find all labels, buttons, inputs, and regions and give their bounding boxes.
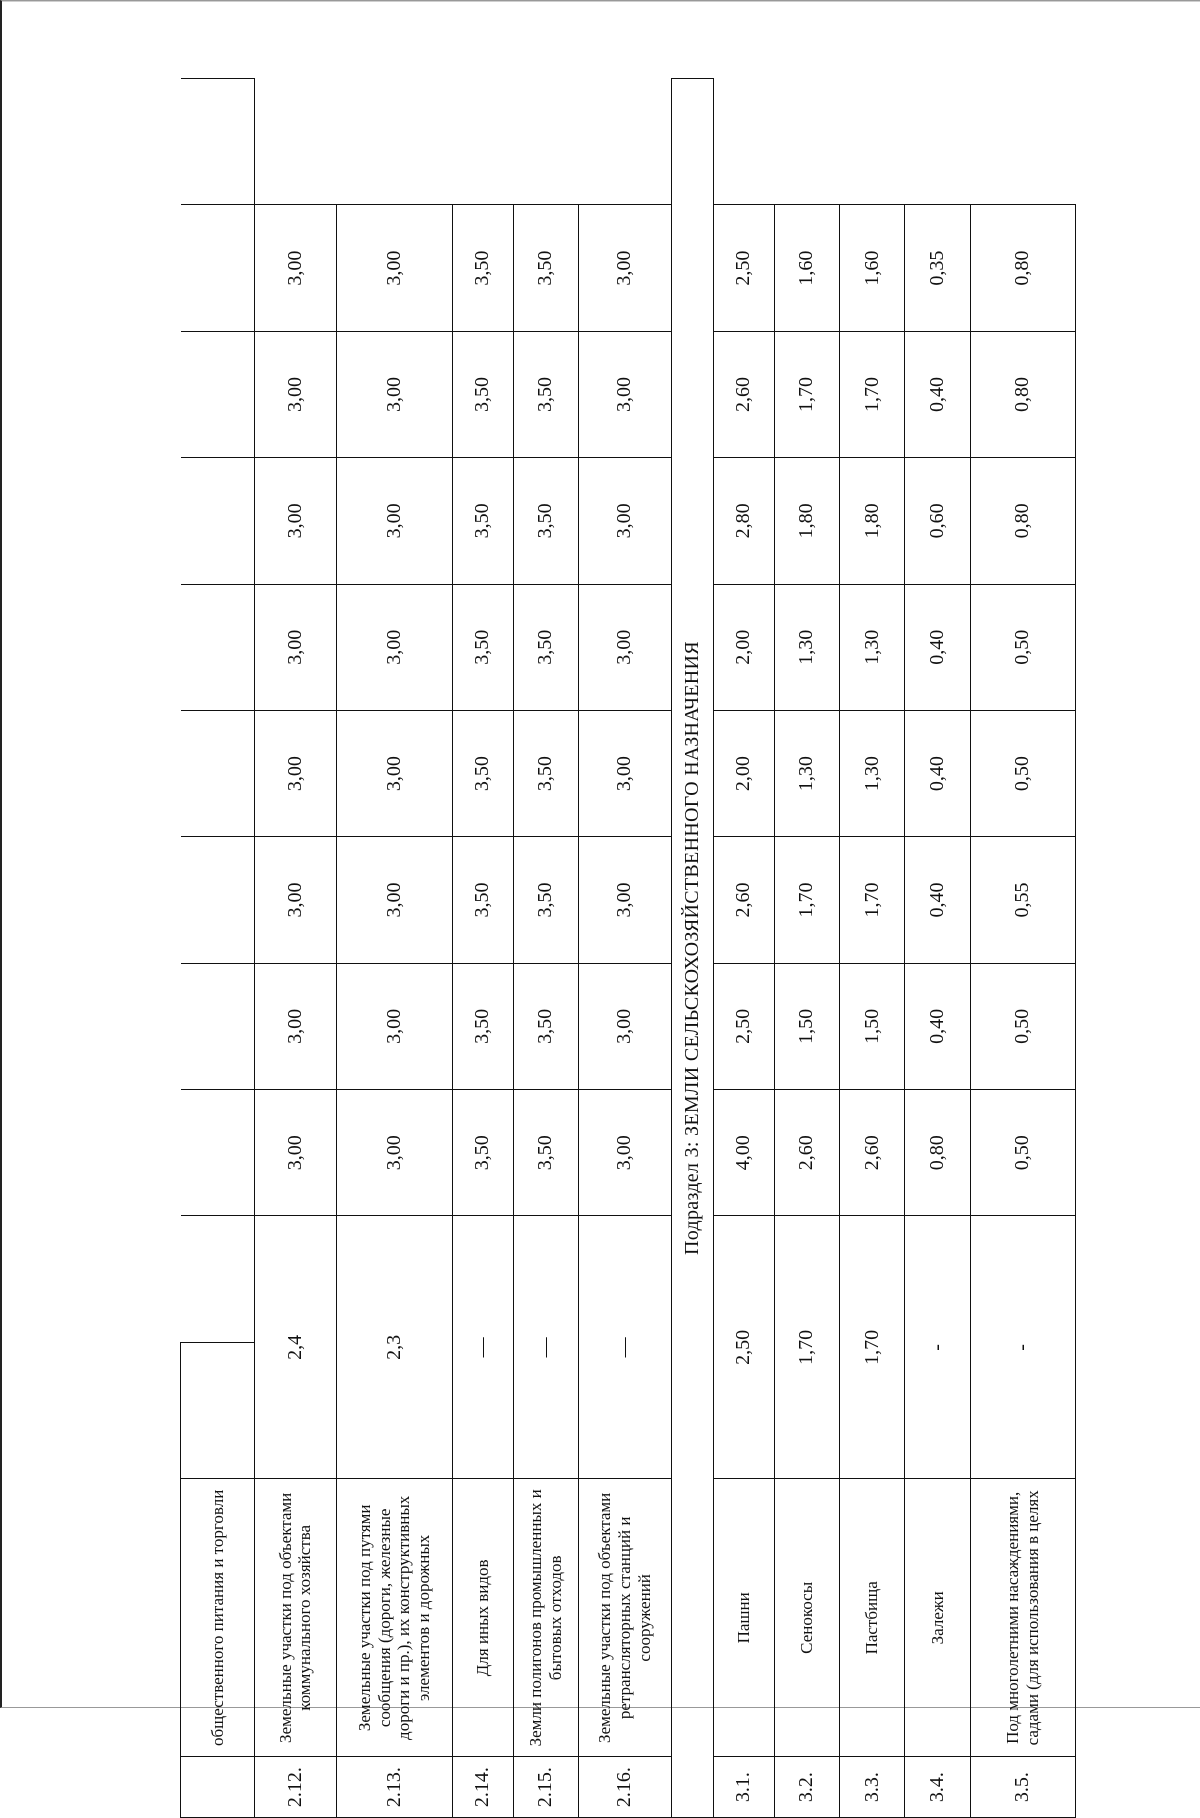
value-cell: 0,60	[905, 458, 970, 584]
value-cell: 3,00	[254, 458, 336, 584]
value-cell: 0,50	[970, 584, 1075, 710]
row-name: Сенокосы	[774, 1479, 839, 1757]
value-cell	[181, 1090, 255, 1216]
value-cell: 0,40	[905, 331, 970, 457]
value-cell: 0,40	[905, 584, 970, 710]
value-cell: 3,00	[578, 710, 671, 836]
value-cell: 3,00	[254, 837, 336, 963]
row-name: Земельные участки под объектами ретрансляторных станций и сооружений	[578, 1479, 671, 1757]
value-cell: 3,00	[254, 205, 336, 331]
table-row	[713, 79, 774, 1818]
value-cell: 2,60	[840, 1090, 905, 1216]
value-cell: —	[513, 1216, 578, 1479]
value-cell: 1,30	[774, 584, 839, 710]
value-cell	[181, 458, 255, 584]
coefficients-table	[180, 78, 1076, 1818]
value-cell: 1,80	[774, 458, 839, 584]
value-cell: 3,50	[452, 584, 513, 710]
value-cell: 3,00	[254, 963, 336, 1089]
value-cell: 2,00	[713, 584, 774, 710]
value-cell: 3,50	[452, 963, 513, 1089]
value-cell: 3,50	[513, 1090, 578, 1216]
value-cell	[181, 331, 255, 457]
value-cell: 1,70	[774, 331, 839, 457]
table-row	[970, 79, 1075, 1818]
value-cell: 3,00	[578, 963, 671, 1089]
value-cell: 1,30	[840, 710, 905, 836]
row-name: общественного питания и торговли	[181, 1479, 255, 1757]
value-cell: 0,50	[970, 1090, 1075, 1216]
value-cell: 1,70	[840, 331, 905, 457]
value-cell: 1,50	[774, 963, 839, 1089]
value-cell: -	[970, 1216, 1075, 1479]
value-cell: 3,50	[513, 205, 578, 331]
value-cell: -	[905, 1216, 970, 1479]
value-cell: 1,50	[840, 963, 905, 1089]
value-cell: 1,60	[774, 205, 839, 331]
value-cell: 2,50	[713, 963, 774, 1089]
value-cell: —	[452, 1216, 513, 1479]
value-cell: 3,00	[578, 458, 671, 584]
value-cell	[181, 584, 255, 710]
value-cell: 3,00	[254, 710, 336, 836]
value-cell: 0,55	[970, 837, 1075, 963]
section-row	[671, 79, 713, 1818]
value-cell: 2,00	[713, 710, 774, 836]
value-cell: 4,00	[713, 1090, 774, 1216]
row-number: 3.2.	[774, 1757, 839, 1818]
table-row	[905, 79, 970, 1818]
value-cell	[181, 79, 255, 205]
table-row	[774, 79, 839, 1818]
value-cell: 3,00	[336, 710, 452, 836]
value-cell	[181, 710, 255, 836]
row-number: 2.13.	[336, 1757, 452, 1818]
value-cell: 3,50	[513, 963, 578, 1089]
value-cell: 0,40	[905, 837, 970, 963]
value-cell: 0,80	[905, 1090, 970, 1216]
value-cell: 0,80	[970, 205, 1075, 331]
value-cell: 3,50	[452, 837, 513, 963]
value-cell: 2,60	[713, 331, 774, 457]
row-number: 2.14.	[452, 1757, 513, 1818]
value-cell: 1,30	[840, 584, 905, 710]
value-cell: 1,70	[840, 837, 905, 963]
value-cell: 3,50	[452, 458, 513, 584]
value-cell: 3,50	[513, 458, 578, 584]
value-cell: 3,50	[513, 584, 578, 710]
value-cell: 0,50	[970, 963, 1075, 1089]
value-cell: 0,80	[970, 331, 1075, 457]
rotated-table-container	[180, 78, 1076, 1818]
row-number: 3.3.	[840, 1757, 905, 1818]
row-number: 3.1.	[713, 1757, 774, 1818]
table-row	[254, 79, 336, 1818]
value-cell: 3,00	[254, 584, 336, 710]
value-cell: 3,50	[452, 331, 513, 457]
value-cell: 3,50	[452, 1090, 513, 1216]
row-name: Пашни	[713, 1479, 774, 1757]
value-cell: 1,70	[774, 837, 839, 963]
value-cell: 3,50	[513, 837, 578, 963]
value-cell: 2,60	[713, 837, 774, 963]
value-cell: 3,00	[336, 963, 452, 1089]
table-row	[336, 79, 452, 1818]
value-cell: 0,40	[905, 963, 970, 1089]
value-cell: 1,70	[774, 1216, 839, 1479]
value-cell	[181, 1342, 255, 1478]
row-number: 2.12.	[254, 1757, 336, 1818]
row-number	[181, 1757, 255, 1818]
row-name: Земли полигонов промышленных и бытовых отходов	[513, 1479, 578, 1757]
value-cell	[181, 1216, 255, 1342]
table-row	[840, 79, 905, 1818]
value-cell: 2,50	[713, 205, 774, 331]
value-cell	[181, 837, 255, 963]
row-name: Земельные участки под объектами коммунального хозяйства	[254, 1479, 336, 1757]
table-row	[181, 79, 255, 1818]
value-cell: 0,80	[970, 458, 1075, 584]
value-cell: 3,00	[578, 205, 671, 331]
value-cell: —	[578, 1216, 671, 1479]
value-cell: 1,30	[774, 710, 839, 836]
value-cell	[181, 963, 255, 1089]
value-cell: 3,50	[452, 710, 513, 836]
value-cell	[181, 205, 255, 331]
row-number: 2.16.	[578, 1757, 671, 1818]
value-cell: 3,00	[336, 458, 452, 584]
value-cell: 0,40	[905, 710, 970, 836]
value-cell: 3,00	[254, 1090, 336, 1216]
value-cell: 1,70	[840, 1216, 905, 1479]
value-cell: 3,00	[578, 837, 671, 963]
value-cell: 3,00	[336, 584, 452, 710]
value-cell: 3,00	[336, 205, 452, 331]
value-cell: 3,00	[578, 1090, 671, 1216]
value-cell: 3,50	[513, 710, 578, 836]
row-name: Залежи	[905, 1479, 970, 1757]
value-cell: 2,60	[774, 1090, 839, 1216]
value-cell: 2,50	[713, 1216, 774, 1479]
row-number: 3.4.	[905, 1757, 970, 1818]
value-cell: 3,50	[452, 205, 513, 331]
value-cell: 2,3	[336, 1216, 452, 1479]
table-row	[578, 79, 671, 1818]
value-cell: 0,35	[905, 205, 970, 331]
value-cell: 3,00	[336, 837, 452, 963]
value-cell: 2,80	[713, 458, 774, 584]
value-cell: 3,00	[578, 331, 671, 457]
row-name: Под многолетними насаждениями, садами (для использования в целях	[970, 1479, 1075, 1757]
value-cell: 1,60	[840, 205, 905, 331]
value-cell: 0,50	[970, 710, 1075, 836]
value-cell: 2,4	[254, 1216, 336, 1479]
table-row	[452, 79, 513, 1818]
section-title: Подраздел 3: ЗЕМЛИ СЕЛЬСКОХОЗЯЙСТВЕННОГО НАЗНАЧЕНИЯ	[671, 79, 713, 1818]
value-cell: 3,00	[254, 331, 336, 457]
value-cell: 3,50	[513, 331, 578, 457]
table-row	[513, 79, 578, 1818]
value-cell: 3,00	[336, 1090, 452, 1216]
value-cell: 3,00	[336, 331, 452, 457]
value-cell: 3,00	[578, 584, 671, 710]
row-number: 2.15.	[513, 1757, 578, 1818]
value-cell: 1,80	[840, 458, 905, 584]
row-name: Земельные участки под путями сообщения (дороги, железные дороги и пр.), их конструктивных элементов и дорожных	[336, 1479, 452, 1757]
row-name: Для иных видов	[452, 1479, 513, 1757]
row-name: Пастбища	[840, 1479, 905, 1757]
row-number: 3.5.	[970, 1757, 1075, 1818]
